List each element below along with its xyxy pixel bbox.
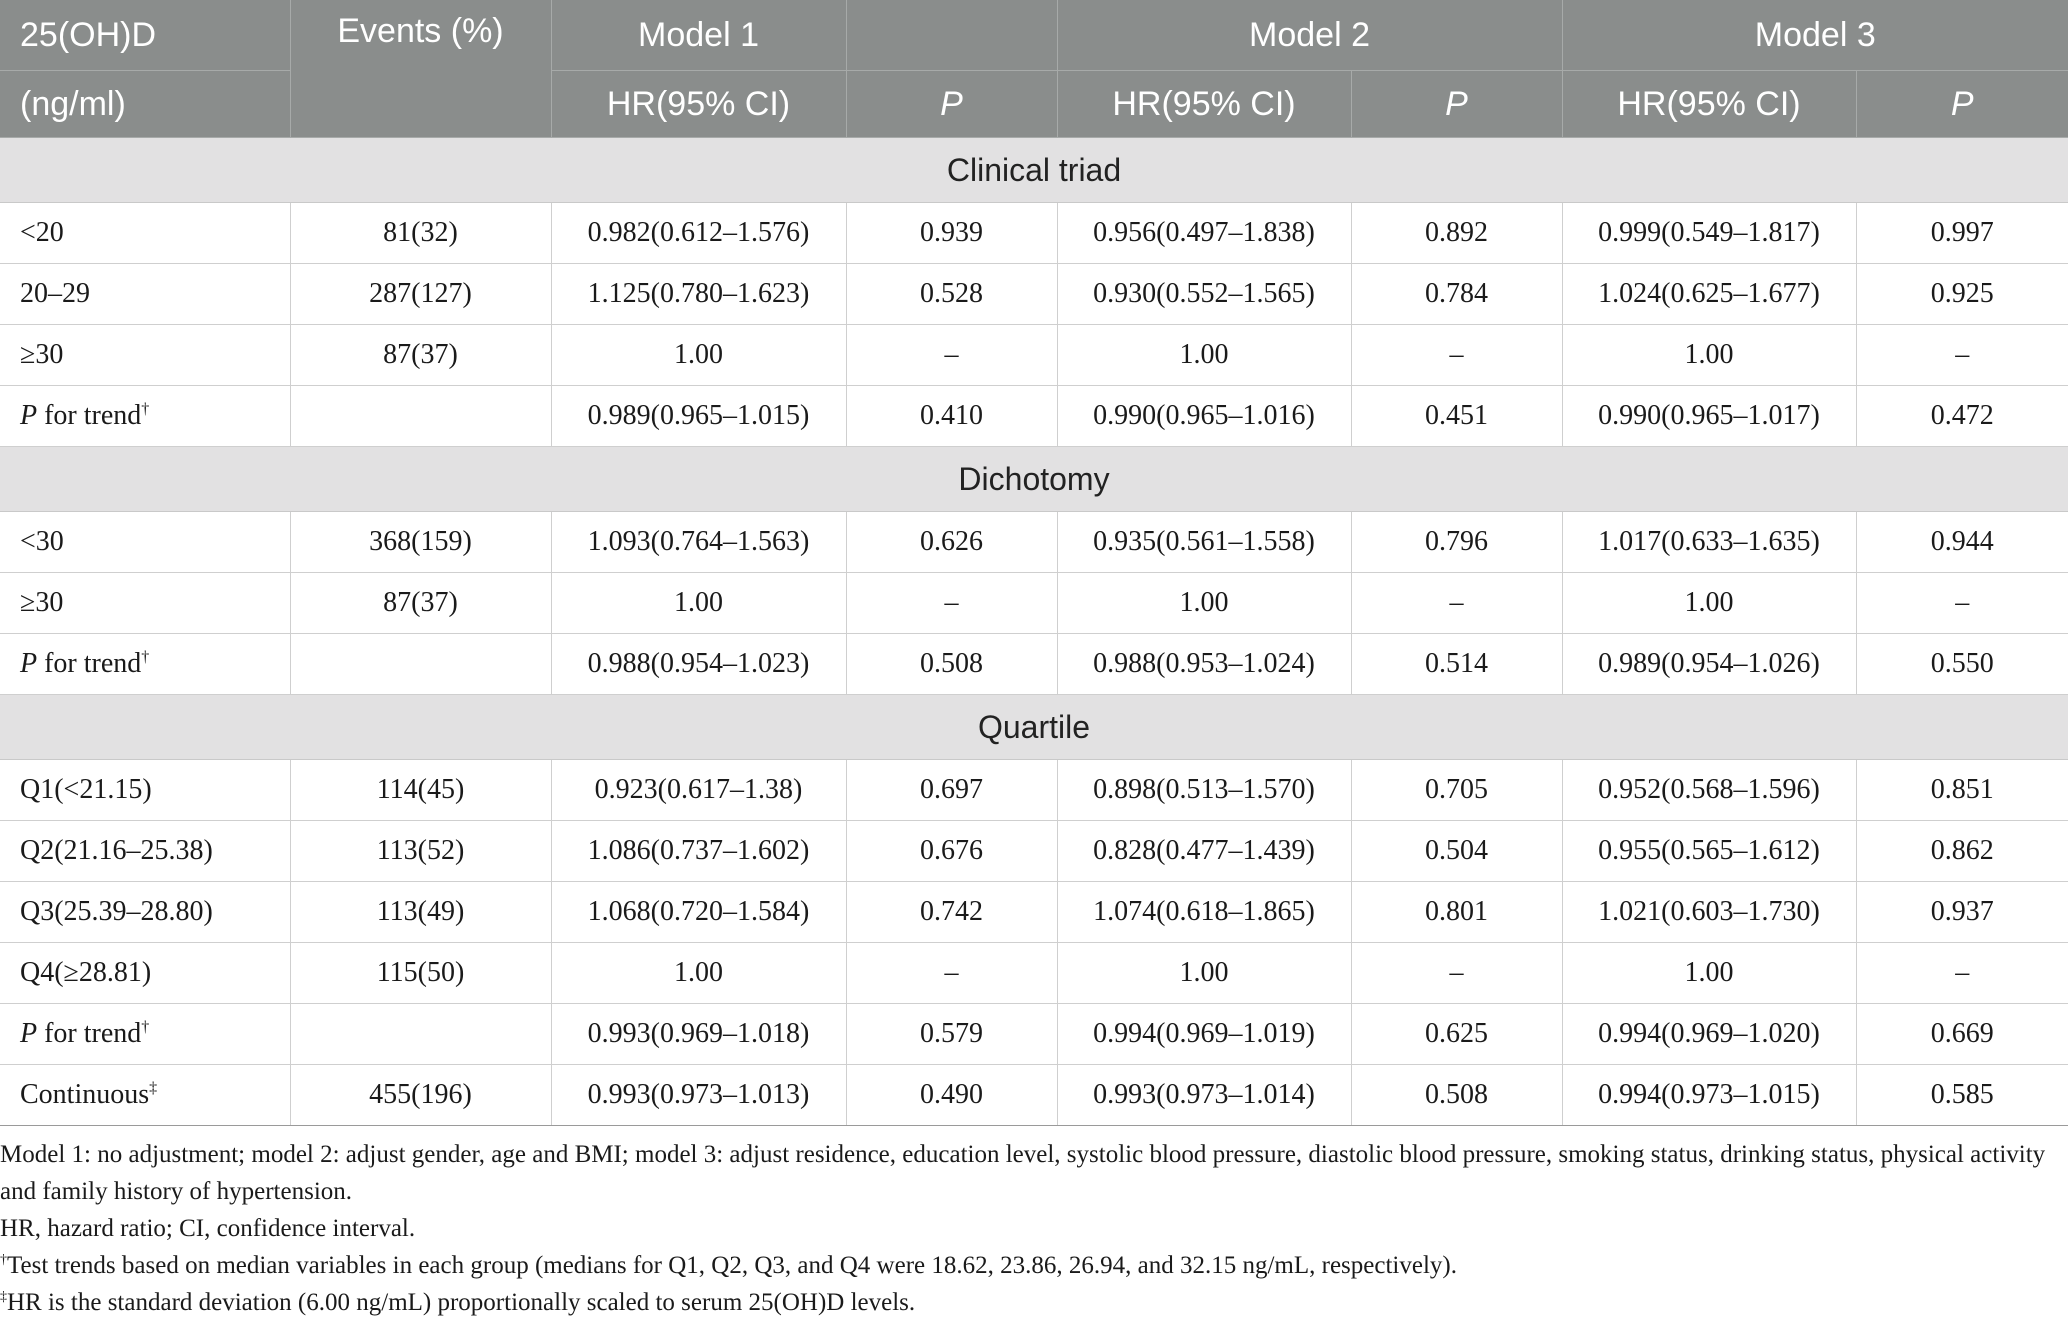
row-label-text: Q2(21.16–25.38) <box>20 835 213 866</box>
cell-m1-hr: 1.00 <box>551 943 846 1004</box>
table-body <box>0 138 2068 1126</box>
row-label-text: for trend <box>37 400 142 431</box>
cell-events: 455(196) <box>290 1065 551 1126</box>
cell-m2-hr: 0.828(0.477–1.439) <box>1057 821 1351 882</box>
cell-m2-hr: 1.074(0.618–1.865) <box>1057 882 1351 943</box>
header-m1-hr: HR(95% CI) <box>551 71 846 138</box>
cell-m1-p: 0.528 <box>846 264 1057 325</box>
row-label <box>0 1065 290 1126</box>
cell-m3-p: 0.997 <box>1856 203 2068 264</box>
section-title: Clinical triad <box>0 138 2068 203</box>
row-label <box>0 325 290 386</box>
cell-m3-hr: 0.952(0.568–1.596) <box>1562 760 1856 821</box>
cell-m3-hr: 0.990(0.965–1.017) <box>1562 386 1856 447</box>
cell-m2-p: 0.508 <box>1351 1065 1562 1126</box>
cell-m2-hr: 0.956(0.497–1.838) <box>1057 203 1351 264</box>
cell-m1-p: 0.490 <box>846 1065 1057 1126</box>
cell-m2-hr: 0.988(0.953–1.024) <box>1057 634 1351 695</box>
row-label <box>0 760 290 821</box>
row-label-italic: P <box>20 648 38 679</box>
cell-m3-p: – <box>1856 573 2068 634</box>
cell-m1-hr: 0.993(0.973–1.013) <box>551 1065 846 1126</box>
row-label <box>0 821 290 882</box>
row-label-text: ≥30 <box>20 339 64 370</box>
cell-m1-p: 0.579 <box>846 1004 1057 1065</box>
cell-m3-hr: 0.955(0.565–1.612) <box>1562 821 1856 882</box>
table-row <box>0 821 2068 882</box>
header-unit: (ng/ml) <box>0 71 290 138</box>
row-label <box>0 1004 290 1065</box>
row-label <box>0 573 290 634</box>
cell-m3-p: – <box>1856 325 2068 386</box>
header-25ohd: 25(OH)D <box>0 0 290 71</box>
row-label <box>0 634 290 695</box>
cell-m3-hr: 0.989(0.954–1.026) <box>1562 634 1856 695</box>
cell-m2-p: 0.796 <box>1351 512 1562 573</box>
row-label <box>0 203 290 264</box>
section-row <box>0 138 2068 203</box>
section-row <box>0 447 2068 512</box>
table-row <box>0 264 2068 325</box>
row-label-text: for trend <box>37 648 142 679</box>
row-label <box>0 943 290 1004</box>
cell-m3-p: 0.925 <box>1856 264 2068 325</box>
row-label <box>0 386 290 447</box>
row-label-text: <30 <box>20 526 64 557</box>
row-label <box>0 882 290 943</box>
row-label-text: Q3(25.39–28.80) <box>20 896 213 927</box>
cell-m1-hr: 0.923(0.617–1.38) <box>551 760 846 821</box>
row-label-text: <20 <box>20 217 64 248</box>
header-m3-hr: HR(95% CI) <box>1562 71 1856 138</box>
footnote-double-dagger <box>0 1284 2068 1321</box>
cell-m3-p: – <box>1856 943 2068 1004</box>
table-row <box>0 943 2068 1004</box>
cell-m2-p: – <box>1351 573 1562 634</box>
table-row <box>0 1004 2068 1065</box>
cell-m1-hr: 1.125(0.780–1.623) <box>551 264 846 325</box>
cell-m1-p: 0.626 <box>846 512 1057 573</box>
cell-m3-hr: 1.00 <box>1562 325 1856 386</box>
table-row <box>0 1065 2068 1126</box>
table-row <box>0 325 2068 386</box>
row-label <box>0 264 290 325</box>
cell-events: 114(45) <box>290 760 551 821</box>
cell-events: 287(127) <box>290 264 551 325</box>
cell-m1-hr: 1.093(0.764–1.563) <box>551 512 846 573</box>
cell-m2-hr: 0.994(0.969–1.019) <box>1057 1004 1351 1065</box>
row-label-footnote-mark: † <box>141 400 150 418</box>
cell-m3-p: 0.550 <box>1856 634 2068 695</box>
table-row <box>0 386 2068 447</box>
cell-m2-hr: 0.990(0.965–1.016) <box>1057 386 1351 447</box>
header-events: Events (%) <box>290 0 551 138</box>
cell-m3-p: 0.862 <box>1856 821 2068 882</box>
table-row <box>0 512 2068 573</box>
header-model2: Model 2 <box>1057 0 1562 71</box>
cell-m2-p: – <box>1351 943 1562 1004</box>
cell-m2-hr: 0.993(0.973–1.014) <box>1057 1065 1351 1126</box>
cell-m1-p: – <box>846 573 1057 634</box>
cell-m2-p: 0.801 <box>1351 882 1562 943</box>
cell-events: 368(159) <box>290 512 551 573</box>
cell-m2-p: 0.625 <box>1351 1004 1562 1065</box>
cell-m3-hr: 1.00 <box>1562 573 1856 634</box>
cell-m2-p: 0.504 <box>1351 821 1562 882</box>
cell-m1-p: 0.410 <box>846 386 1057 447</box>
table-row <box>0 573 2068 634</box>
cell-m3-hr: 0.994(0.969–1.020) <box>1562 1004 1856 1065</box>
footnote-double-dagger-text: HR is the standard deviation (6.00 ng/mL) proportionally scaled to serum 25(OH)D levels. <box>7 1289 916 1316</box>
row-label-text: for trend <box>37 1018 142 1049</box>
row-label-text: 20–29 <box>20 278 90 309</box>
header-m2-hr: HR(95% CI) <box>1057 71 1351 138</box>
cell-m3-hr: 0.994(0.973–1.015) <box>1562 1065 1856 1126</box>
cell-m1-hr: 0.989(0.965–1.015) <box>551 386 846 447</box>
cell-events: 87(37) <box>290 573 551 634</box>
cell-m1-p: 0.697 <box>846 760 1057 821</box>
cell-events <box>290 634 551 695</box>
cell-m1-hr: 1.086(0.737–1.602) <box>551 821 846 882</box>
footnote-dagger-text: Test trends based on median variables in each group (medians for Q1, Q2, Q3, and Q4 were 18.62, 23.86, 26.94, and 32.15 ng/mL, respectively). <box>7 1252 1457 1279</box>
section-title: Quartile <box>0 695 2068 760</box>
cell-m3-p: 0.851 <box>1856 760 2068 821</box>
row-label-footnote-mark: † <box>141 1018 150 1036</box>
cell-m1-p: – <box>846 943 1057 1004</box>
cell-m1-p: 0.742 <box>846 882 1057 943</box>
cell-m2-hr: 1.00 <box>1057 573 1351 634</box>
cell-events: 81(32) <box>290 203 551 264</box>
cell-m3-p: 0.472 <box>1856 386 2068 447</box>
cell-events: 115(50) <box>290 943 551 1004</box>
footnote-dagger <box>0 1247 2068 1284</box>
table-row <box>0 634 2068 695</box>
double-dagger-mark: ‡ <box>0 1289 7 1305</box>
cell-m2-hr: 0.898(0.513–1.570) <box>1057 760 1351 821</box>
cell-m2-hr: 1.00 <box>1057 943 1351 1004</box>
cell-m2-p: 0.705 <box>1351 760 1562 821</box>
cell-m1-hr: 1.00 <box>551 325 846 386</box>
cell-events: 87(37) <box>290 325 551 386</box>
row-label-text: Continuous <box>20 1079 150 1110</box>
cell-m1-p: 0.508 <box>846 634 1057 695</box>
cell-m2-p: 0.892 <box>1351 203 1562 264</box>
row-label <box>0 512 290 573</box>
cell-m3-hr: 1.00 <box>1562 943 1856 1004</box>
cell-m3-hr: 1.021(0.603–1.730) <box>1562 882 1856 943</box>
cell-m1-hr: 0.993(0.969–1.018) <box>551 1004 846 1065</box>
table-row <box>0 882 2068 943</box>
header-m3-p: P <box>1856 71 2068 138</box>
row-label-italic: P <box>20 400 38 431</box>
cell-m1-hr: 0.988(0.954–1.023) <box>551 634 846 695</box>
cell-events <box>290 386 551 447</box>
header-m2-p: P <box>1351 71 1562 138</box>
row-label-text: Q1(<21.15) <box>20 774 152 805</box>
table-row <box>0 203 2068 264</box>
cell-m2-p: 0.514 <box>1351 634 1562 695</box>
cell-m3-hr: 1.017(0.633–1.635) <box>1562 512 1856 573</box>
row-label-footnote-mark: ‡ <box>149 1079 158 1097</box>
cell-events <box>290 1004 551 1065</box>
cell-m1-p: – <box>846 325 1057 386</box>
row-label-text: ≥30 <box>20 587 64 618</box>
cell-m3-p: 0.944 <box>1856 512 2068 573</box>
footnote-abbreviations: HR, hazard ratio; CI, confidence interval. <box>0 1215 416 1242</box>
table-footnotes <box>0 1126 2068 1321</box>
footnote-models: Model 1: no adjustment; model 2: adjust gender, age and BMI; model 3: adjust residence, education level, systolic blood pressure, diastolic blood pressure, smoking status, drinking status, physical activity and family history of hypertension. <box>0 1141 2046 1205</box>
cell-m1-hr: 1.068(0.720–1.584) <box>551 882 846 943</box>
cell-events: 113(52) <box>290 821 551 882</box>
cell-m2-hr: 0.935(0.561–1.558) <box>1057 512 1351 573</box>
cell-m3-p: 0.669 <box>1856 1004 2068 1065</box>
cell-m1-p: 0.676 <box>846 821 1057 882</box>
row-label-footnote-mark: † <box>141 648 150 666</box>
section-title: Dichotomy <box>0 447 2068 512</box>
cell-m3-p: 0.585 <box>1856 1065 2068 1126</box>
header-m1-p: P <box>846 71 1057 138</box>
dagger-mark: † <box>0 1252 7 1268</box>
section-row <box>0 695 2068 760</box>
cell-events: 113(49) <box>290 882 551 943</box>
cell-m1-hr: 0.982(0.612–1.576) <box>551 203 846 264</box>
cell-m3-hr: 1.024(0.625–1.677) <box>1562 264 1856 325</box>
table-row <box>0 760 2068 821</box>
cell-m2-p: 0.451 <box>1351 386 1562 447</box>
table-header <box>0 0 2068 138</box>
cell-m2-hr: 0.930(0.552–1.565) <box>1057 264 1351 325</box>
cell-m2-p: 0.784 <box>1351 264 1562 325</box>
cell-m3-p: 0.937 <box>1856 882 2068 943</box>
cell-m1-p: 0.939 <box>846 203 1057 264</box>
cell-m1-hr: 1.00 <box>551 573 846 634</box>
cell-m3-hr: 0.999(0.549–1.817) <box>1562 203 1856 264</box>
header-model1: Model 1 <box>551 0 846 71</box>
cell-m2-hr: 1.00 <box>1057 325 1351 386</box>
row-label-text: Q4(≥28.81) <box>20 957 152 988</box>
header-model3: Model 3 <box>1562 0 2068 71</box>
header-model1-spacer <box>846 0 1057 71</box>
cell-m2-p: – <box>1351 325 1562 386</box>
row-label-italic: P <box>20 1018 38 1049</box>
